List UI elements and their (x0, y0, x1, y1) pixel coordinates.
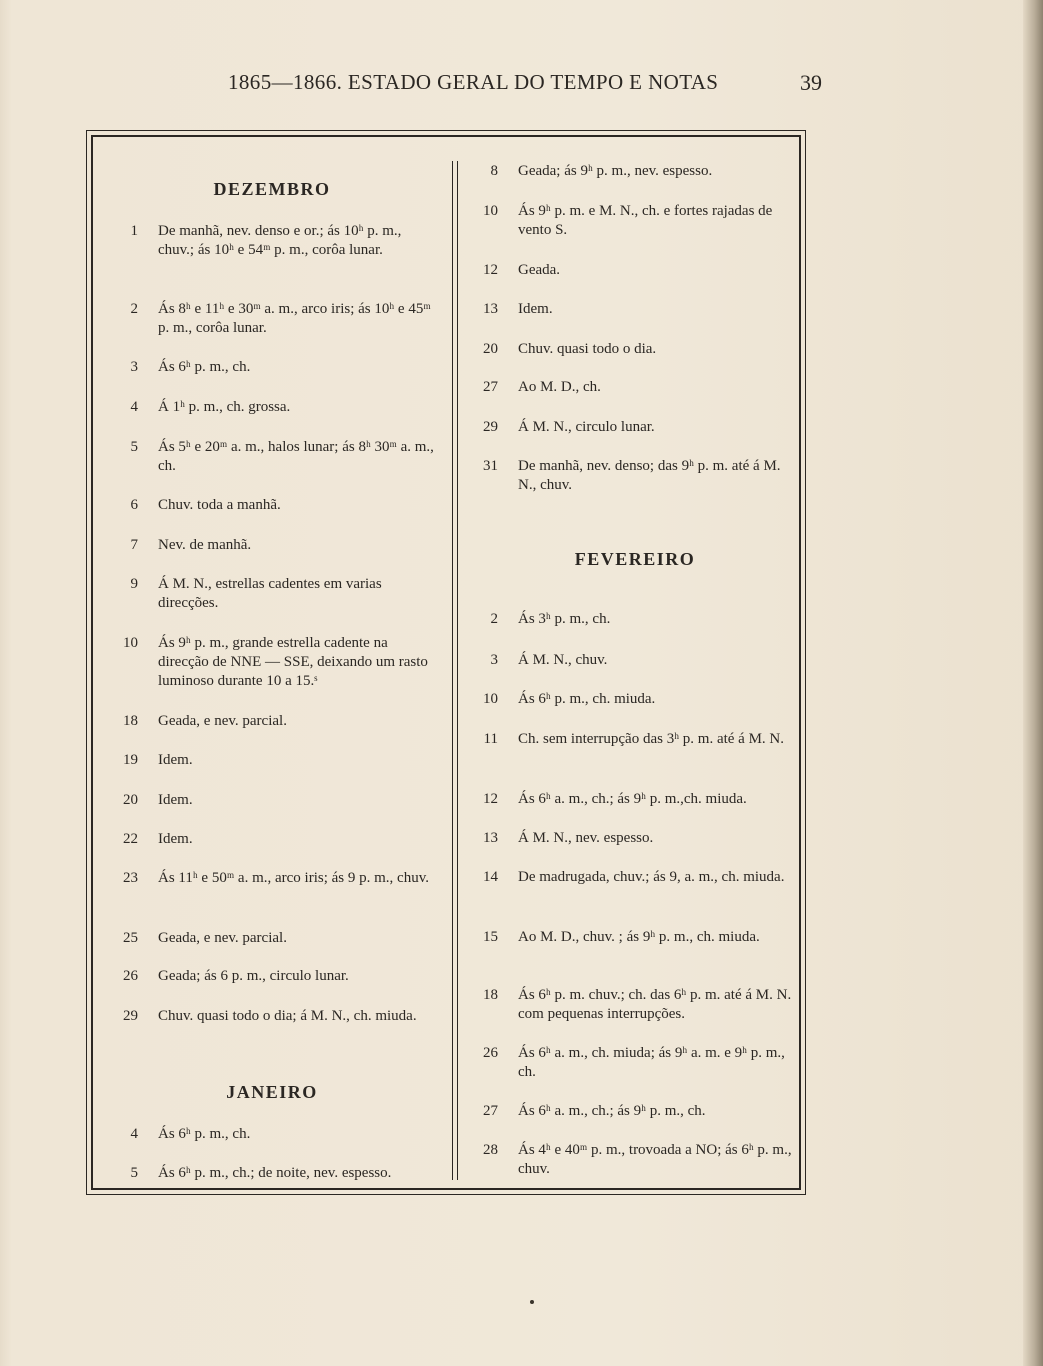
entry-day: 9 (130, 576, 138, 592)
header-title: 1865—1866. ESTADO GERAL DO TEMPO E NOTAS (228, 70, 719, 94)
entry-text: Ás 8ʰ e 11ʰ e 30ᵐ a. m., arco iris; ás 10ʰ e 45ᵐ p. m., corôa lunar. (158, 301, 431, 336)
entry-text: Ás 6ʰ p. m., ch. miuda. (518, 691, 656, 707)
entry-day: 13 (483, 301, 498, 317)
entry-day: 19 (123, 752, 138, 768)
entry-text: Ás 3ʰ p. m., ch. (518, 611, 611, 627)
entry-day: 7 (130, 537, 138, 553)
page-spine-edge (1023, 0, 1043, 1366)
entry-day: 31 (483, 458, 498, 474)
entry-text: Á M. N., estrellas cadentes em varias direcções. (158, 576, 382, 611)
entry-day: 1 (130, 223, 138, 239)
entry-text: Ás 4ʰ e 40ᵐ p. m., trovoada a NO; ás 6ʰ p. m., chuv. (518, 1142, 792, 1177)
entry-text: Ch. sem interrupção das 3ʰ p. m. até á M. N. (518, 731, 785, 747)
entry-text: Ás 6ʰ p. m., ch. (158, 1126, 251, 1142)
entry-text: De manhã, nev. denso; das 9ʰ p. m. até á M. N., chuv. (518, 458, 781, 493)
entry-day: 12 (483, 262, 498, 278)
entry-day: 14 (483, 869, 498, 885)
entry-day: 28 (483, 1142, 498, 1158)
entry-text: Ás 5ʰ e 20ᵐ a. m., halos lunar; ás 8ʰ 30ᵐ a. m., ch. (158, 439, 434, 474)
entry-day: 2 (130, 301, 138, 317)
entry-day: 27 (483, 379, 498, 395)
entry-text: Á M. N., nev. espesso. (518, 830, 654, 846)
entry-text: Ás 9ʰ p. m. e M. N., ch. e fortes rajadas de vento S. (518, 203, 773, 238)
entry-text: Idem. (158, 831, 193, 847)
entry-day: 20 (483, 341, 498, 357)
entry-day: 5 (130, 1165, 138, 1181)
month-heading-fevereiro: FEVEREIRO (574, 549, 696, 569)
entry-text: Geada; ás 6 p. m., circulo lunar. (158, 968, 349, 984)
entry-text: Á M. N., circulo lunar. (518, 419, 655, 435)
entry-text: Ao M. D., ch. (518, 379, 601, 395)
entry-day: 10 (483, 691, 498, 707)
entry-text: Ás 9ʰ p. m., grande estrella cadente na direcção de NNE — SSE, deixando um rasto luminoso durante 10 a 15.ˢ (158, 635, 428, 689)
column-divider (452, 161, 458, 1180)
entry-text: Geada; ás 9ʰ p. m., nev. espesso. (518, 163, 713, 179)
entry-day: 12 (483, 791, 498, 807)
entry-day: 20 (123, 792, 138, 808)
entry-day: 6 (130, 497, 138, 513)
entry-text: Idem. (158, 752, 193, 768)
entry-text: Ás 6ʰ a. m., ch.; ás 9ʰ p. m.,ch. miuda. (518, 791, 747, 807)
entry-day: 5 (130, 439, 138, 455)
entry-day: 3 (130, 359, 138, 375)
entry-text: Ás 6ʰ a. m., ch.; ás 9ʰ p. m., ch. (518, 1103, 706, 1119)
entry-text: Ás 6ʰ p. m., ch. (158, 359, 251, 375)
entry-text: Á M. N., chuv. (518, 652, 608, 668)
entry-text: Chuv. quasi todo o dia; á M. N., ch. miuda. (158, 1008, 417, 1024)
page-number: 39 (800, 70, 822, 95)
entry-day: 18 (123, 713, 138, 729)
entry-day: 8 (490, 163, 498, 179)
entry-day: 26 (123, 968, 138, 984)
entry-day: 10 (123, 635, 138, 651)
entry-day: 29 (123, 1008, 138, 1024)
entry-text: De manhã, nev. denso e or.; ás 10ʰ p. m., chuv.; ás 10ʰ e 54ᵐ p. m., corôa lunar. (158, 223, 402, 258)
entry-day: 22 (123, 831, 138, 847)
entry-day: 29 (483, 419, 498, 435)
running-header (0, 70, 1043, 100)
entry-day: 23 (123, 870, 138, 886)
entry-text: Geada, e nev. parcial. (158, 930, 287, 946)
month-heading-janeiro: JANEIRO (226, 1082, 318, 1102)
entry-day: 13 (483, 830, 498, 846)
entry-day: 3 (490, 652, 498, 668)
month-heading-dezembro: DEZEMBRO (213, 179, 331, 199)
entry-text: Ao M. D., chuv. ; ás 9ʰ p. m., ch. miuda. (518, 929, 760, 945)
entry-text: De madrugada, chuv.; ás 9, a. m., ch. miuda. (518, 869, 785, 885)
entry-day: 2 (490, 611, 498, 627)
entry-day: 4 (130, 399, 138, 415)
entry-text: Ás 6ʰ p. m., ch.; de noite, nev. espesso. (158, 1165, 392, 1181)
entry-day: 10 (483, 203, 498, 219)
entry-text: Geada. (518, 262, 561, 278)
entry-day: 25 (123, 930, 138, 946)
entry-day: 11 (483, 731, 498, 747)
entry-text: Idem. (158, 792, 193, 808)
entry-text: Ás 6ʰ a. m., ch. miuda; ás 9ʰ a. m. e 9ʰ p. m., ch. (518, 1045, 785, 1080)
entry-day: 27 (483, 1103, 498, 1119)
entry-text: Á 1ʰ p. m., ch. grossa. (158, 399, 291, 415)
entry-text: Chuv. toda a manhã. (158, 497, 281, 513)
entry-text: Ás 6ʰ p. m. chuv.; ch. das 6ʰ p. m. até á M. N. com pequenas interrupções. (518, 987, 792, 1022)
entry-text: Nev. de manhã. (158, 537, 252, 553)
entry-day: 4 (130, 1126, 138, 1142)
entry-day: 15 (483, 929, 498, 945)
entry-day: 18 (483, 987, 498, 1003)
entry-text: Ás 11ʰ e 50ᵐ a. m., arco iris; ás 9 p. m., chuv. (158, 870, 429, 886)
ink-speck (530, 1300, 534, 1304)
entry-text: Idem. (518, 301, 553, 317)
entry-day: 26 (483, 1045, 498, 1061)
entry-text: Geada, e nev. parcial. (158, 713, 287, 729)
entry-text: Chuv. quasi todo o dia. (518, 341, 657, 357)
